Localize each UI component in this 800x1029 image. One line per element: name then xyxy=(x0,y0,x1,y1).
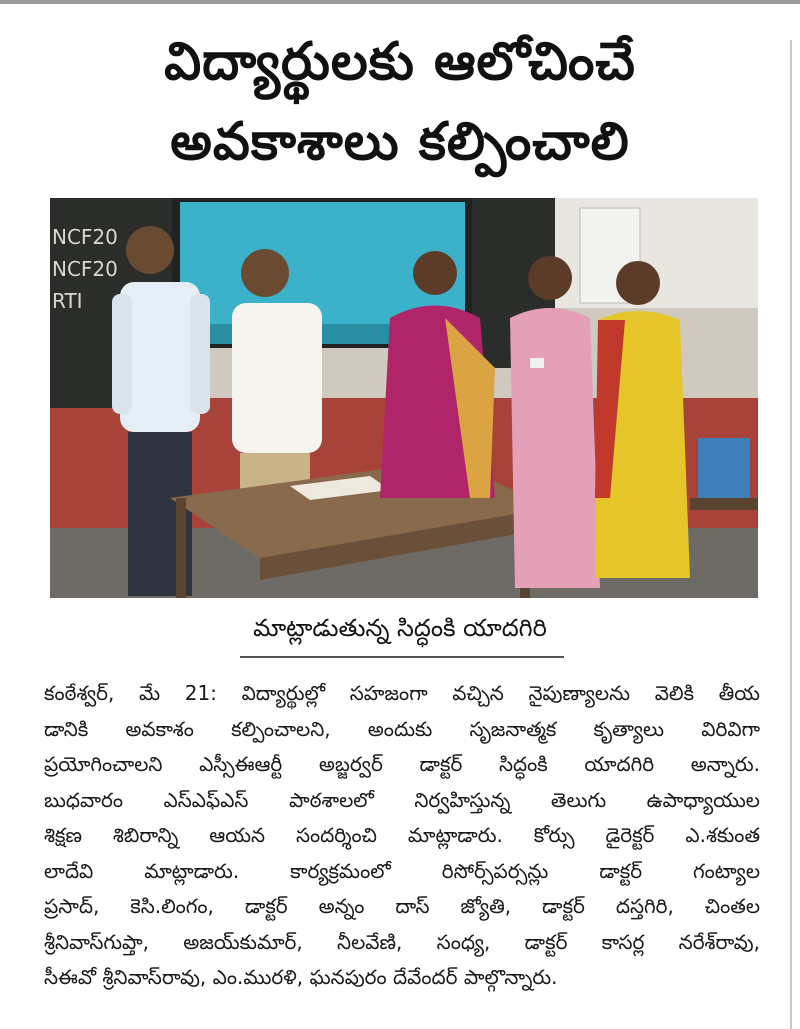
news-photo xyxy=(50,198,758,598)
body-line-5: శిక్షణ శిబిరాన్ని ఆయన సందర్శించి మాట్లాడారు. కోర్సు డైరెక్టర్ ఎ.శకుంత xyxy=(44,823,760,847)
body-line-6: లాదేవి మాట్లాడారు. కార్యక్రమంలో రిసోర్స్‌పర్సన్లు డాక్టర్ గంట్యాల xyxy=(44,858,760,883)
body-line-2: డానికి అవకాశం కల్పించాలని, అందుకు సృజనాత్మక కృత్యాలు విరివిగా xyxy=(44,716,760,741)
body-line-4: బుధవారం ఎస్ఎఫ్ఎస్ పాఠశాలలో నిర్వహిస్తున్న తెలుగు ఉపాధ్యాయుల xyxy=(44,787,760,812)
headline-line-2: అవకాశాలు కల్పించాలి xyxy=(170,112,630,172)
article-body xyxy=(44,676,760,996)
caption-underline xyxy=(240,656,564,658)
column-divider xyxy=(790,40,792,1029)
body-line-8: శ్రీనివాస్‌గుప్తా, అజయ్‌కుమార్, నీలవేణి, సంధ్య, డాక్టర్ కాసర్ల నరేశ్‌రావు, xyxy=(44,929,760,954)
body-line-1: కంఠేశ్వర్, మే 21: విద్యార్థుల్లో సహజంగా వచ్చిన నైపుణ్యాలను వెలికి తీయ xyxy=(44,681,760,705)
headline-line-1: విద్యార్థులకు ఆలోచించే xyxy=(164,32,636,92)
body-line-7: ప్రసాద్, కెసి.లింగం, డాక్టర్ అన్నం దాస్ జ్యోతి, డాక్టర్ దస్తగిరి, చింతల xyxy=(44,894,760,918)
photo-caption: మాట్లాడుతున్న సిద్ధంకి యాదగిరి xyxy=(253,614,547,642)
body-line-3: ప్రయోగించాలని ఎస్సీఈఆర్టీ అబ్జర్వర్ డాక్టర్ సిద్ధంకి యాదగిరి అన్నారు. xyxy=(44,752,760,776)
board-text-2: NCF20 xyxy=(52,257,118,281)
board-text-1: NCF20 xyxy=(52,225,118,249)
board-text-3: RTI xyxy=(52,289,83,313)
body-line-9: సీఈవో శ్రీనివాస్‌రావు, ఎం.మురళి, ఘనపురం దేవేందర్ పాల్గొన్నారు. xyxy=(44,965,558,989)
top-border xyxy=(0,0,800,4)
